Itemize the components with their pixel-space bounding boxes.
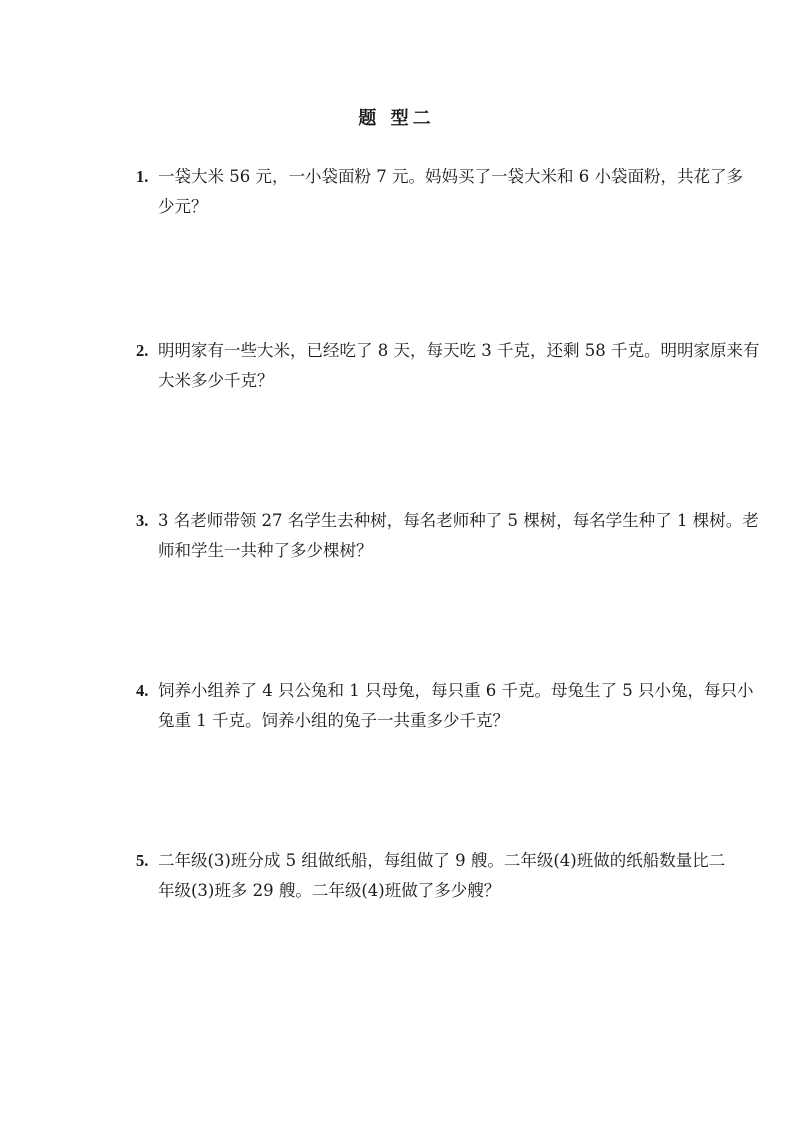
question-text: 年级(3)班多 29 艘。二年级(4)班做了多少艘？ (158, 881, 501, 900)
page-title: 题 型二 (358, 108, 435, 129)
question-line (136, 192, 748, 222)
question-text: 少元？ (158, 197, 208, 216)
question-text: 二年级(3)班分成 5 组做纸船，每组做了 9 艘。二年级(4)班做的纸船数量比二 (158, 851, 726, 870)
question-line (136, 846, 748, 876)
question-line (136, 336, 760, 366)
question-1 (136, 162, 748, 222)
question-number: 4. (136, 681, 149, 700)
question-text: 一袋大米 56 元，一小袋面粉 7 元。妈妈买了一袋大米和 6 小袋面粉，共花了多 (158, 167, 743, 186)
question-text: 兔重 1 千克。饲养小组的兔子一共重多少千克？ (158, 711, 509, 730)
question-line (136, 536, 748, 566)
question-number: 5. (136, 851, 149, 870)
question-line (136, 876, 748, 906)
question-text: 师和学生一共种了多少棵树？ (158, 541, 373, 560)
question-4 (136, 676, 754, 736)
question-number: 1. (136, 167, 149, 186)
question-line (136, 676, 754, 706)
question-text: 大米多少千克？ (158, 371, 274, 390)
question-3 (136, 506, 759, 566)
question-line (136, 366, 748, 396)
question-line (136, 506, 759, 536)
question-line (136, 706, 748, 736)
question-number: 3. (136, 511, 149, 530)
question-5 (136, 846, 748, 906)
question-text: 饲养小组养了 4 只公兔和 1 只母兔，每只重 6 千克。母兔生了 5 只小兔，每只小 (158, 681, 754, 700)
question-text: 明明家有一些大米，已经吃了 8 天，每天吃 3 千克，还剩 58 千克。明明家原来有 (158, 341, 760, 360)
question-number: 2. (136, 341, 149, 360)
question-text: 3 名老师带领 27 名学生去种树，每名老师种了 5 棵树，每名学生种了 1 棵树。老 (158, 511, 759, 530)
question-line (136, 162, 748, 192)
question-2 (136, 336, 760, 396)
